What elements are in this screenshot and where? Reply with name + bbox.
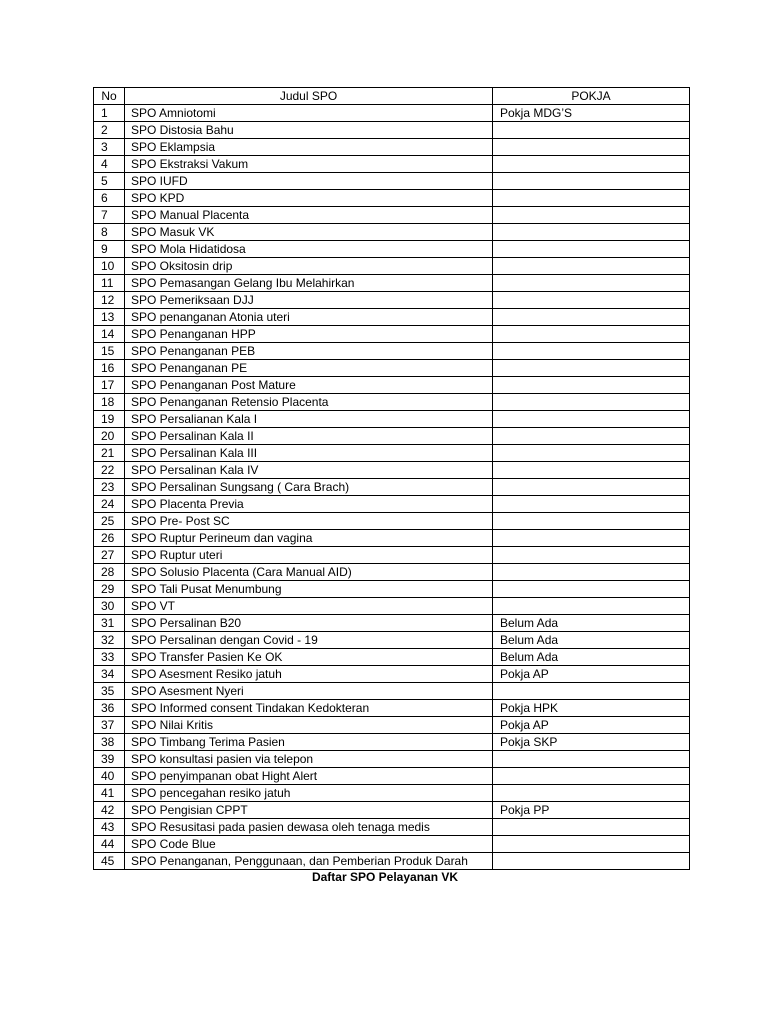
row-number-cell: 17 [94,377,125,394]
table-row [94,530,690,547]
row-title-cell: SPO Persalinan Kala III [125,445,493,462]
table-row [94,190,690,207]
row-title-cell: SPO Solusio Placenta (Cara Manual AID) [125,564,493,581]
row-number-cell: 16 [94,360,125,377]
row-number-cell: 26 [94,530,125,547]
row-pokja-cell [493,513,690,530]
table-row [94,768,690,785]
table-row [94,700,690,717]
row-title-cell: SPO pencegahan resiko jatuh [125,785,493,802]
table-row [94,258,690,275]
row-number-cell: 22 [94,462,125,479]
row-title-cell: SPO penyimpanan obat Hight Alert [125,768,493,785]
row-title-cell: SPO KPD [125,190,493,207]
row-title-cell: SPO Timbang Terima Pasien [125,734,493,751]
row-number-cell: 11 [94,275,125,292]
table-row [94,734,690,751]
row-number-cell: 18 [94,394,125,411]
row-pokja-cell [493,343,690,360]
row-number-cell: 33 [94,649,125,666]
row-title-cell: SPO Masuk VK [125,224,493,241]
row-title-cell: SPO Tali Pusat Menumbung [125,581,493,598]
row-pokja-cell [493,207,690,224]
row-title-cell: SPO Persalinan Kala IV [125,462,493,479]
row-title-cell: SPO VT [125,598,493,615]
row-number-cell: 42 [94,802,125,819]
row-pokja-cell [493,360,690,377]
row-title-cell: SPO Ruptur uteri [125,547,493,564]
row-pokja-cell [493,275,690,292]
row-number-cell: 25 [94,513,125,530]
row-number-cell: 43 [94,819,125,836]
row-pokja-cell [493,462,690,479]
table-row [94,394,690,411]
table-row [94,292,690,309]
row-pokja-cell [493,156,690,173]
table-row [94,513,690,530]
table-row [94,751,690,768]
row-number-cell: 40 [94,768,125,785]
row-number-cell: 21 [94,445,125,462]
row-pokja-cell [493,547,690,564]
table-row [94,377,690,394]
row-pokja-cell [493,258,690,275]
row-pokja-cell [493,309,690,326]
table-body [94,105,690,870]
row-title-cell: SPO Penanganan Retensio Placenta [125,394,493,411]
table-row [94,360,690,377]
row-number-cell: 23 [94,479,125,496]
row-title-cell: SPO Pengisian CPPT [125,802,493,819]
table-header-row [94,88,690,105]
row-number-cell: 9 [94,241,125,258]
row-number-cell: 34 [94,666,125,683]
row-title-cell: SPO Asesment Nyeri [125,683,493,700]
row-title-cell: SPO Placenta Previa [125,496,493,513]
row-number-cell: 36 [94,700,125,717]
row-title-cell: SPO Persalinan dengan Covid - 19 [125,632,493,649]
row-title-cell: SPO Manual Placenta [125,207,493,224]
row-pokja-cell: Pokja AP [493,666,690,683]
header-no: No [94,88,125,105]
row-number-cell: 32 [94,632,125,649]
row-title-cell: SPO Pre- Post SC [125,513,493,530]
table-row [94,853,690,870]
table-row [94,445,690,462]
row-number-cell: 4 [94,156,125,173]
row-pokja-cell [493,785,690,802]
table-row [94,479,690,496]
table-caption: Daftar SPO Pelayanan VK [311,870,459,884]
table-row [94,615,690,632]
row-number-cell: 24 [94,496,125,513]
row-pokja-cell [493,122,690,139]
row-pokja-cell [493,819,690,836]
row-number-cell: 44 [94,836,125,853]
table-row [94,275,690,292]
row-number-cell: 35 [94,683,125,700]
row-number-cell: 1 [94,105,125,122]
row-title-cell: SPO IUFD [125,173,493,190]
table-row [94,241,690,258]
row-pokja-cell [493,190,690,207]
row-title-cell: SPO Penanganan Post Mature [125,377,493,394]
row-pokja-cell [493,598,690,615]
table-row [94,343,690,360]
row-pokja-cell: Pokja PP [493,802,690,819]
row-title-cell: SPO konsultasi pasien via telepon [125,751,493,768]
row-title-cell: SPO Penanganan PEB [125,343,493,360]
row-pokja-cell: Pokja SKP [493,734,690,751]
row-title-cell: SPO Mola Hidatidosa [125,241,493,258]
table-row [94,173,690,190]
row-number-cell: 3 [94,139,125,156]
row-title-cell: SPO Amniotomi [125,105,493,122]
row-title-cell: SPO penanganan Atonia uteri [125,309,493,326]
row-number-cell: 5 [94,173,125,190]
row-title-cell: SPO Pemasangan Gelang Ibu Melahirkan [125,275,493,292]
table-row [94,632,690,649]
row-pokja-cell: Belum Ada [493,632,690,649]
row-title-cell: SPO Oksitosin drip [125,258,493,275]
row-title-cell: SPO Penanganan PE [125,360,493,377]
row-title-cell: SPO Resusitasi pada pasien dewasa oleh tenaga medis [125,819,493,836]
row-title-cell: SPO Persalianan Kala I [125,411,493,428]
table-row [94,462,690,479]
table-row [94,105,690,122]
row-number-cell: 14 [94,326,125,343]
row-number-cell: 13 [94,309,125,326]
table-row [94,156,690,173]
row-title-cell: SPO Eklampsia [125,139,493,156]
row-number-cell: 7 [94,207,125,224]
row-pokja-cell [493,581,690,598]
row-title-cell: SPO Transfer Pasien Ke OK [125,649,493,666]
table-row [94,428,690,445]
row-number-cell: 45 [94,853,125,870]
row-pokja-cell [493,394,690,411]
row-title-cell: SPO Code Blue [125,836,493,853]
row-pokja-cell: Pokja HPK [493,700,690,717]
row-number-cell: 10 [94,258,125,275]
row-title-cell: SPO Persalinan Kala II [125,428,493,445]
table-row [94,598,690,615]
row-number-cell: 31 [94,615,125,632]
row-pokja-cell: Pokja MDG’S [493,105,690,122]
table-row [94,122,690,139]
table-row [94,564,690,581]
table-row [94,785,690,802]
row-number-cell: 6 [94,190,125,207]
row-number-cell: 30 [94,598,125,615]
table-row [94,496,690,513]
row-pokja-cell [493,564,690,581]
row-number-cell: 15 [94,343,125,360]
table-row [94,411,690,428]
row-title-cell: SPO Nilai Kritis [125,717,493,734]
row-number-cell: 37 [94,717,125,734]
row-pokja-cell [493,496,690,513]
row-title-cell: SPO Penanganan HPP [125,326,493,343]
row-pokja-cell [493,751,690,768]
row-number-cell: 29 [94,581,125,598]
header-title: Judul SPO [125,88,493,105]
row-title-cell: SPO Persalinan Sungsang ( Cara Brach) [125,479,493,496]
row-number-cell: 27 [94,547,125,564]
row-number-cell: 20 [94,428,125,445]
table-row [94,802,690,819]
row-pokja-cell: Belum Ada [493,615,690,632]
row-number-cell: 12 [94,292,125,309]
row-pokja-cell [493,479,690,496]
row-pokja-cell [493,173,690,190]
row-pokja-cell: Belum Ada [493,649,690,666]
row-pokja-cell [493,683,690,700]
table-row [94,836,690,853]
row-number-cell: 19 [94,411,125,428]
row-title-cell: SPO Asesment Resiko jatuh [125,666,493,683]
row-number-cell: 28 [94,564,125,581]
table-row [94,683,690,700]
row-pokja-cell [493,139,690,156]
table-row [94,819,690,836]
row-pokja-cell [493,241,690,258]
table-row [94,326,690,343]
table-row [94,649,690,666]
spo-table [93,87,690,870]
row-number-cell: 38 [94,734,125,751]
row-pokja-cell [493,530,690,547]
row-title-cell: SPO Distosia Bahu [125,122,493,139]
row-number-cell: 39 [94,751,125,768]
row-pokja-cell [493,768,690,785]
row-pokja-cell [493,836,690,853]
row-pokja-cell [493,292,690,309]
table-row [94,717,690,734]
row-pokja-cell [493,428,690,445]
row-title-cell: SPO Penanganan, Penggunaan, dan Pemberian Produk Darah [125,853,493,870]
row-title-cell: SPO Informed consent Tindakan Kedokteran [125,700,493,717]
row-pokja-cell [493,411,690,428]
table-row [94,309,690,326]
table-row [94,207,690,224]
table-row [94,666,690,683]
table-row [94,547,690,564]
row-pokja-cell [493,224,690,241]
row-title-cell: SPO Ekstraksi Vakum [125,156,493,173]
row-title-cell: SPO Pemeriksaan DJJ [125,292,493,309]
row-pokja-cell [493,853,690,870]
table-row [94,224,690,241]
row-number-cell: 8 [94,224,125,241]
row-pokja-cell [493,377,690,394]
row-pokja-cell [493,326,690,343]
row-number-cell: 41 [94,785,125,802]
table-row [94,581,690,598]
row-number-cell: 2 [94,122,125,139]
row-pokja-cell [493,445,690,462]
row-pokja-cell: Pokja AP [493,717,690,734]
table-row [94,139,690,156]
header-pokja: POKJA [493,88,690,105]
row-title-cell: SPO Persalinan B20 [125,615,493,632]
row-title-cell: SPO Ruptur Perineum dan vagina [125,530,493,547]
